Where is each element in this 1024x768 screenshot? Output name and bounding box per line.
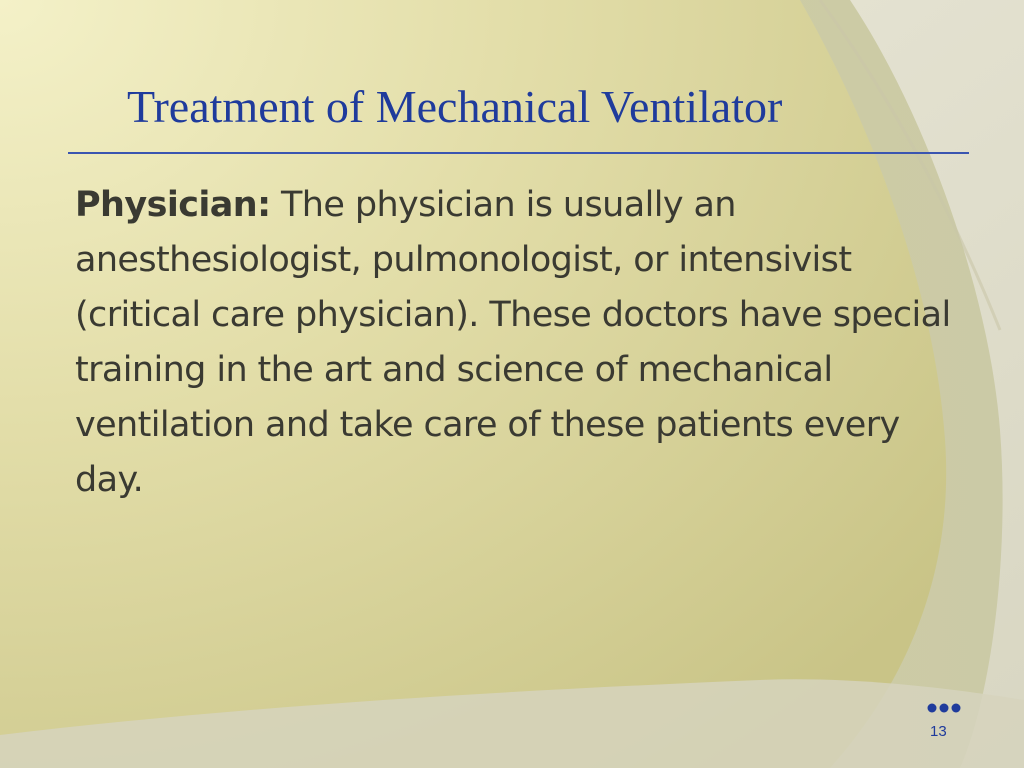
body-term: Physician:	[75, 185, 271, 225]
body-description: The physician is usually an anesthesiologist, pulmonologist, or intensivist (critical care physician). These doctors have special training in the art and science of mechanical ventilation and take care of these patients every day.	[75, 185, 951, 500]
slide-title: Treatment of Mechanical Ventilator	[127, 81, 783, 132]
title-underline	[68, 152, 969, 154]
ellipsis-icon	[926, 700, 966, 716]
slide-number: 13	[930, 723, 947, 740]
body-paragraph	[75, 178, 955, 508]
